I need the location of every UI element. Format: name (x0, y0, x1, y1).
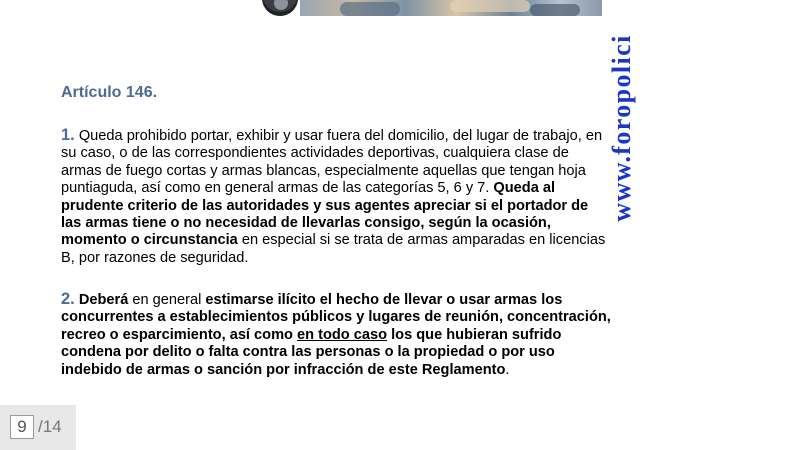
paragraph-bold-text: los que hubieran sufrido condena por delito o falta contra las personas o la propiedad o por uso indebido de armas o sanción por infracción de este Reglamento (61, 326, 562, 378)
paragraph-2 (61, 291, 611, 379)
page-indicator[interactable] (0, 405, 76, 450)
watermark-text: www.foropolici (607, 34, 636, 222)
current-page[interactable]: 9 (10, 415, 34, 439)
paragraph-number: 2. (61, 290, 75, 308)
paragraph-bold-text: Queda al prudente criterio de las autoridades y sus agentes apreciar si el portador de las armas tiene o no necesidad de llevarlas consigo, según la ocasión, momento o circunstancia (61, 180, 589, 249)
paragraph-text: en especial si se trata de armas amparadas en licencias B, por razones de seguridad. (61, 232, 606, 266)
paragraph-1 (61, 127, 611, 267)
paragraph-text: Queda prohibido portar, exhibir y usar fuera del domicilio, del lugar de trabajo, en su caso, o de las correspondientes actividades deportivas, cualquiera clase de armas de fuego cortas y armas blancas, especialmente aquellas que tengan hoja puntiaguda, así como en general armas de las categorías 5, 6 y 7. (61, 128, 603, 197)
underlined-text: en todo caso (297, 326, 388, 343)
paragraph-bold-text: Deberá (78, 292, 129, 308)
article-title: Artículo 146. (61, 84, 158, 101)
paragraph-text: . (505, 361, 510, 378)
paragraph-text: en general (128, 292, 206, 308)
header-photo (300, 0, 602, 16)
paragraph-number: 1. (61, 126, 75, 144)
paragraph-bold-text: estimarse ilícito el hecho de llevar o usar armas los concurrentes a establecimientos públicos y lugares de reunión, concentración, recreo o esparcimiento, así como (61, 292, 611, 343)
total-pages: /14 (38, 417, 62, 436)
